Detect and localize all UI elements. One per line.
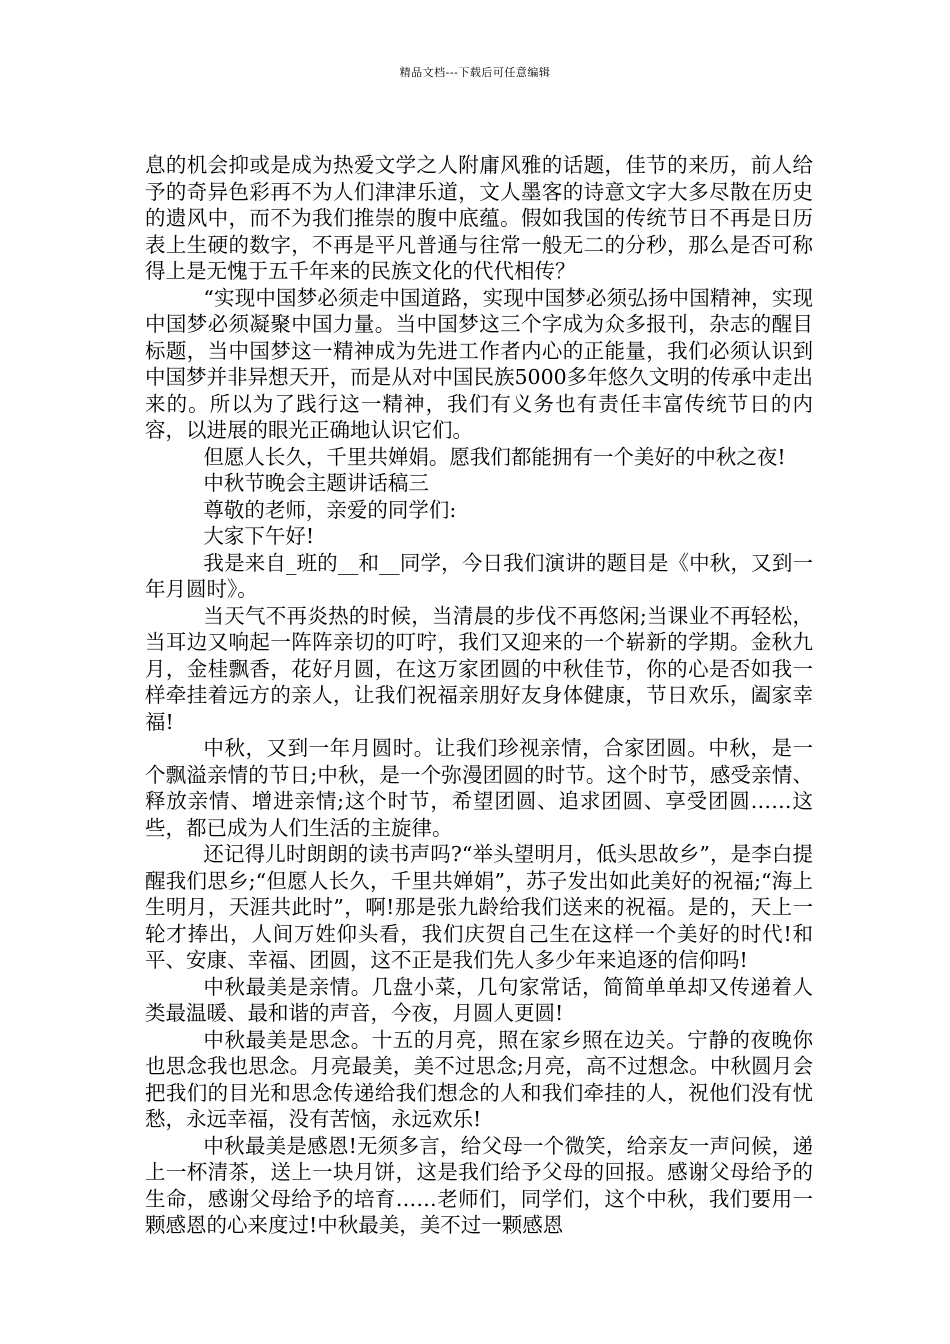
paragraph-13: 中秋最美是感恩!无须多言，给父母一个微笑，给亲友一声问候，递上一杯清茶，送上一块月饼，这是我们给予父母的回报。感谢父母给予的生命，感谢父母给予的培育……老师们，同学们，这个中秋，我们要用一颗感恩的心来度过!中秋最美，美不过一颗感恩 (145, 1133, 813, 1237)
greeting: 大家下午好! (203, 524, 315, 548)
paragraph-10: 还记得儿时朗朗的读书声吗?“举头望明月，低头思故乡”，是李白提醒我们思乡;“但愿人长久，千里共婵娟”，苏子发出如此美好的祝福;“海上生明月，天涯共此时”，啊!那是张九龄给我们送来的祝福。是的，天上一轮才捧出，人间万姓仰头看，我们庆贺自己生在这样一个美好的时代!和平、安康、幸福、团圆，这不正是我们先人多少年来追逐的信仰吗! (145, 842, 813, 972)
paragraph-2: “实现中国梦必须走中国道路，实现中国梦必须弘扬中国精神，实现中国梦必须凝聚中国力量。当中国梦这三个字成为众多报刊，杂志的醒目标题，当中国梦这一精神成为先进工作者内心的正能量，我们必须认识到中国梦并非异想天开，而是从对中国民族5000多年悠久文明的传承中走出来的。所以为了践行这一精神，我们有义务也有责任丰富传统节日的内容，以进展的眼光正确地认识它们。 (145, 285, 813, 442)
salutation: 尊敬的老师，亲爱的同学们: (203, 497, 457, 522)
paragraph-1: 息的机会抑或是成为热爱文学之人附庸风雅的话题，佳节的来历，前人给予的奇异色彩再不为人们津津乐道，文人墨客的诗意文字大多尽散在历史的遗风中，而不为我们推崇的腹中底蕴。假如我国的传统节日不再是日历表上生硬的数字，不再是平凡普通与往常一般无二的分秒，那么是否可称得上是无愧于五千年来的民族文化的代代相传？ (145, 153, 813, 283)
paragraph-9: 中秋，又到一年月圆时。让我们珍视亲情，合家团圆。中秋，是一个飘溢亲情的节日;中秋，是一个弥漫团圆的时节。这个时节，感受亲情、释放亲情、增进亲情;这个时节，希望团圆、追求团圆、享受团圆……这些，都已成为人们生活的主旋律。 (145, 736, 813, 840)
paragraph-12: 中秋最美是思念。十五的月亮，照在家乡照在边关。宁静的夜晚你也思念我也思念。月亮最美，美不过思念;月亮，高不过想念。中秋圆月会把我们的目光和思念传递给我们想念的人和我们牵挂的人，祝他们没有忧愁，永远幸福，没有苦恼，永远欢乐! (145, 1027, 813, 1131)
paragraph-7: 我是来自_班的__和__同学，今日我们演讲的题目是《中秋，又到一年月圆时》。 (145, 550, 813, 601)
paragraph-11: 中秋最美是亲情。几盘小菜，几句家常话，简简单单却又传递着人类最温暖、最和谐的声音，今夜，月圆人更圆! (145, 974, 813, 1025)
paragraph-8: 当天气不再炎热的时候，当清晨的步伐不再悠闲;当课业不再轻松，当耳边又响起一阵阵亲切的叮咛，我们又迎来的一个崭新的学期。金秋九月，金桂飘香，花好月圆，在这万家团圆的中秋佳节，你的心是否如我一样牵挂着远方的亲人，让我们祝福亲朋好友身体健康，节日欢乐，阖家幸福! (145, 603, 813, 734)
page-header: 精品文档---下载后可任意编辑 (399, 66, 551, 79)
paragraph-3: 但愿人长久，千里共婵娟。愿我们都能拥有一个美好的中秋之夜! (203, 444, 786, 469)
section-title: 中秋节晚会主题讲话稿三 (203, 471, 429, 495)
document-body (145, 152, 813, 1239)
